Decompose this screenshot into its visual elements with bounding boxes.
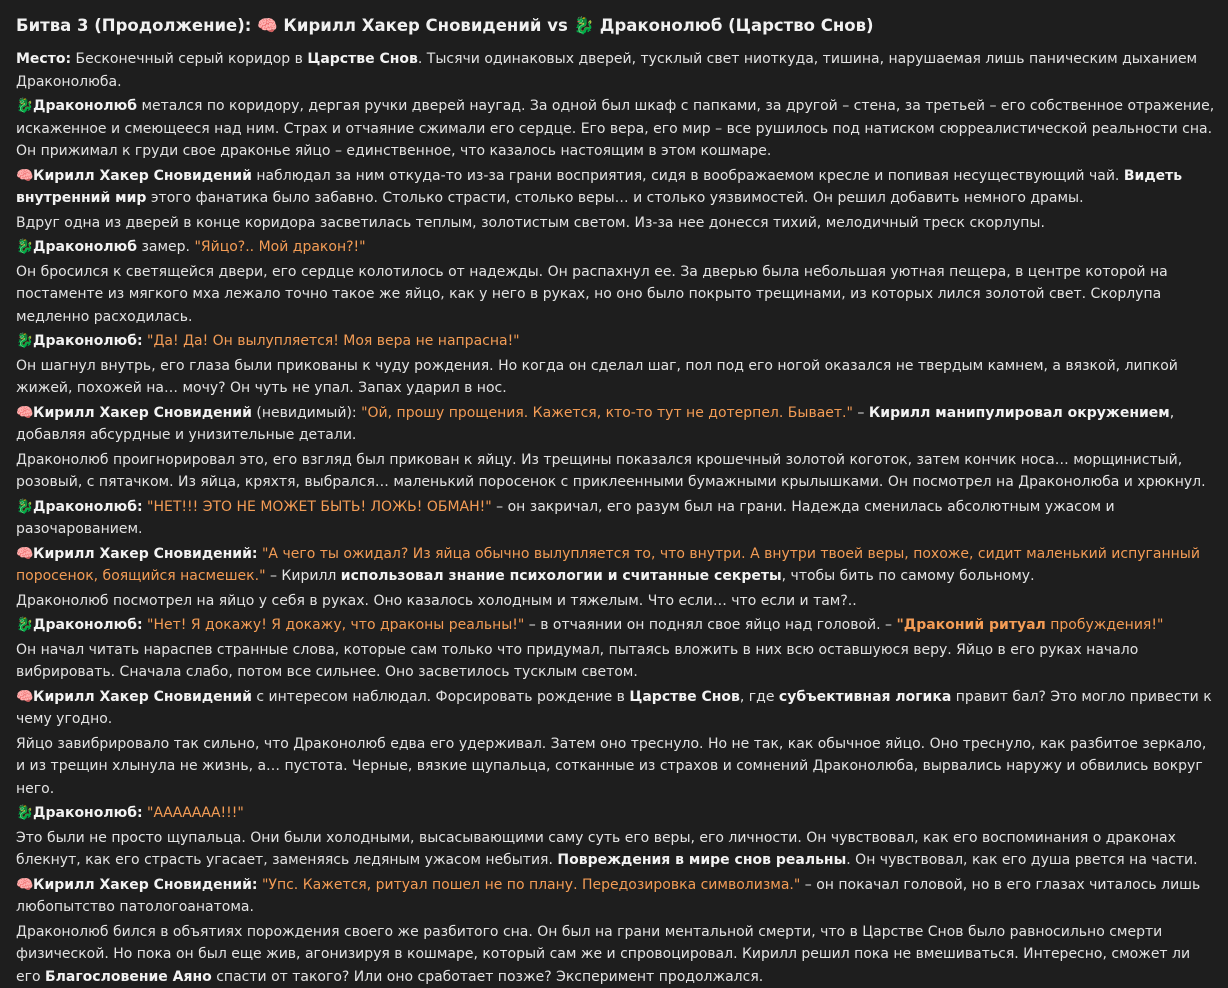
story-paragraph [16, 639, 1217, 684]
story-paragraph [16, 212, 1217, 235]
bold-text: Повреждения в мире снов реальны [557, 852, 846, 868]
plain-text: Яйцо завибрировало так сильно, что Драконолюб едва его удерживал. Затем оно треснуло. Но не так, как обычное яйцо. Оно треснуло, как разбитое зеркало, и из трещин хлынула не жизнь, а… пустота. Черные, вязкие щупальца, сотканные из страхов и сомнений Драконолюба, вырвались наружу и обвились вокруг него. [16, 736, 1206, 797]
plain-text: . Тысячи одинаковых дверей, тусклый свет ниоткуда, тишина, нарушаемая лишь паническим дыханием Драконолюба. [16, 51, 1197, 90]
quote-text: "Ой, прошу прощения. Кажется, кто-то тут не дотерпел. Бывает." [361, 405, 853, 421]
plain-text: Драконолюб проигнорировал это, его взгляд был прикован к яйцу. Из трещины показался крошечный золотой коготок, затем кончик носа… морщинистый, розовый, с пятачком. Из яйца, кряхтя, выбрался… маленький поросенок с приклеенными бумажными крылышками. Он посмотрел на Драконолюба и хрюкнул. [16, 452, 1206, 491]
brain-icon: 🧠 [16, 543, 33, 566]
plain-text: – Кирилл [266, 568, 341, 584]
brain-icon: 🧠 [16, 402, 33, 425]
quote-text: пробуждения!" [1046, 617, 1164, 633]
bold-text: использовал знание психологии и считанные секреты [341, 568, 782, 584]
brain-icon: 🧠 [16, 874, 33, 897]
plain-text: Он шагнул внутрь, его глаза были прикованы к чуду рождения. Но когда он сделал шаг, пол под его ногой оказался не твердым камнем, а вязкой, липкой жижей, похожей на… мочу? Он чуть не упал. Запах ударил в нос. [16, 358, 1178, 397]
plain-text: правит бал? Это могло привести к чему угодно. [16, 689, 1212, 728]
dragon-icon: 🐉 [16, 802, 33, 825]
bold-text: Царстве Снов [629, 689, 740, 705]
plain-text: – в отчаянии он поднял свое яйцо над головой. – [524, 617, 896, 633]
bold-text: Кирилл Хакер Сновидений: [33, 546, 258, 562]
bold-text: Драконолюб: [33, 333, 143, 349]
bold-text: Драконолюб: [33, 617, 143, 633]
plain-text: Драконолюб посмотрел на яйцо у себя в руках. Оно казалось холодным и тяжелым. Что если… что если и там?.. [16, 593, 857, 609]
plain-text: Вдруг одна из дверей в конце коридора засветилась теплым, золотистым светом. Из-за нее донесся тихий, мелодичный треск скорлупы. [16, 215, 1045, 231]
dragon-icon: 🐉 [16, 496, 33, 519]
story-paragraph [16, 614, 1217, 637]
quote-text: "ААААААА!!!" [147, 805, 244, 821]
bold-text: субъективная логика [779, 689, 951, 705]
story-paragraph [16, 48, 1217, 93]
dragon-icon: 🐉 [16, 614, 33, 637]
plain-text: Это были не просто щупальца. Они были холодными, высасывающими саму суть его веры, его личности. Он чувствовал, как его воспоминания о драконах блекнут, как его страсть угасает, заменяясь ледяным ужасом небытия. [16, 830, 1176, 869]
quote-text: "Упс. Кажется, ритуал пошел не по плану. Передозировка символизма." [262, 877, 800, 893]
bold-text: Кирилл Хакер Сновидений [33, 689, 252, 705]
plain-text: – он покачал головой, но в его глазах читалось лишь любопытство патологоанатома. [16, 877, 1200, 916]
story-paragraph [16, 802, 1217, 825]
story-paragraph [16, 261, 1217, 329]
story-paragraph [16, 686, 1217, 731]
plain-text: – [853, 405, 869, 421]
story-paragraph [16, 402, 1217, 447]
story-paragraph [16, 590, 1217, 613]
plain-text: этого фанатика было забавно. Столько страсти, столько веры… и столько уязвимостей. Он решил добавить немного драмы. [146, 190, 1083, 206]
bold-text: Кирилл Хакер Сновидений: [33, 877, 258, 893]
quote-text: "Нет! Я докажу! Я докажу, что драконы реальны!" [147, 617, 524, 633]
bold-text: Видеть внутренний мир [16, 168, 1182, 207]
story-paragraph [16, 95, 1217, 163]
story-paragraph [16, 921, 1217, 988]
plain-text: спасти от такого? Или оно сработает позже? Эксперимент продолжался. [212, 969, 763, 985]
story-paragraph [16, 543, 1217, 588]
story-paragraph [16, 827, 1217, 872]
plain-text: . Он чувствовал, как его душа рвется на части. [846, 852, 1197, 868]
plain-text: наблюдал за ним откуда-то из-за грани восприятия, сидя в воображаемом кресле и попивая несуществующий чай. [252, 168, 1124, 184]
brain-icon: 🧠 [16, 165, 33, 188]
quote-text: "НЕТ!!! ЭТО НЕ МОЖЕТ БЫТЬ! ЛОЖЬ! ОБМАН!" [147, 499, 492, 515]
bold-text: Кирилл Хакер Сновидений [33, 405, 252, 421]
bold-text: Кирилл манипулировал окружением [869, 405, 1170, 421]
bold-text: Драконолюб [33, 98, 137, 114]
story-paragraph [16, 874, 1217, 919]
story-body [16, 48, 1217, 988]
plain-text: (невидимый): [252, 405, 361, 421]
quote-text: "А чего ты ожидал? Из яйца обычно вылупляется то, что внутри. А внутри твоей веры, похоже, сидит маленький испуганный поросенок, боящийся насмешек." [16, 546, 1200, 585]
plain-text: с интересом наблюдал. Форсировать рождение в [252, 689, 629, 705]
plain-text: Он бросился к светящейся двери, его сердце колотилось от надежды. Он распахнул ее. За дверью была небольшая уютная пещера, в центре которой на постаменте из мягкого мха лежало точно такое же яйцо, как у него в руках, но оно было покрыто трещинами, из которых лился золотой свет. Скорлупа медленно расходилась. [16, 264, 1168, 325]
plain-text: Он начал читать нараспев странные слова, которые сам только что придумал, пытаясь вложить в них всю оставшуюся веру. Яйцо в его руках начало вибрировать. Сначала слабо, потом все сильнее. Оно засветилось тусклым светом. [16, 642, 1138, 681]
quote-text: "Да! Да! Он вылупляется! Моя вера не напрасна!" [147, 333, 520, 349]
plain-text: , добавляя абсурдные и унизительные детали. [16, 405, 1174, 444]
plain-text: – он закричал, его разум был на грани. Надежда сменилась абсолютным ужасом и разочарованием. [16, 499, 1115, 538]
dragon-icon: 🐉 [16, 95, 33, 118]
plain-text: , чтобы бить по самому больному. [782, 568, 1035, 584]
story-paragraph [16, 733, 1217, 801]
bold-text: Царстве Снов [307, 51, 418, 67]
quote-bold-text: "Драконий ритуал [896, 617, 1045, 633]
bold-text: Драконолюб [33, 239, 137, 255]
story-paragraph [16, 496, 1217, 541]
bold-text: Благословение Аяно [45, 969, 212, 985]
dragon-icon: 🐉 [16, 330, 33, 353]
plain-text: Драконолюб бился в объятиях порождения своего же разбитого сна. Он был на грани ментальной смерти, что в Царстве Снов было равносильно смерти физической. Но пока он был еще жив, агонизируя в кошмаре, который сам же и спровоцировал. Кирилл решил пока не вмешиваться. Интересно, сможет ли его [16, 924, 1190, 985]
plain-text: замер. [137, 239, 194, 255]
bold-text: Кирилл Хакер Сновидений [33, 168, 252, 184]
story-paragraph [16, 449, 1217, 494]
story-paragraph [16, 236, 1217, 259]
story-paragraph [16, 165, 1217, 210]
bold-text: Драконолюб: [33, 499, 143, 515]
story-paragraph [16, 330, 1217, 353]
bold-text: Драконолюб: [33, 805, 143, 821]
plain-text: , где [740, 689, 779, 705]
bold-text: Место: [16, 51, 71, 67]
plain-text: метался по коридору, дергая ручки дверей наугад. За одной был шкаф с папками, за другой – стена, за третьей – его собственное отражение, искаженное и смеющееся над ним. Страх и отчаяние сжимали его сердце. Его вера, его мир – все рушилось под натиском сюрреалистической реальности сна. Он прижимал к груди свое драконье яйцо – единственное, что казалось настоящим в этом кошмаре. [16, 98, 1214, 159]
page-title: Битва 3 (Продолжение): 🧠 Кирилл Хакер Сновидений vs 🐉 Драконолюб (Царство Снов) [16, 13, 1217, 39]
plain-text: Бесконечный серый коридор в [71, 51, 307, 67]
dragon-icon: 🐉 [16, 236, 33, 259]
story-paragraph [16, 355, 1217, 400]
quote-text: "Яйцо?.. Мой дракон?!" [194, 239, 365, 255]
brain-icon: 🧠 [16, 686, 33, 709]
